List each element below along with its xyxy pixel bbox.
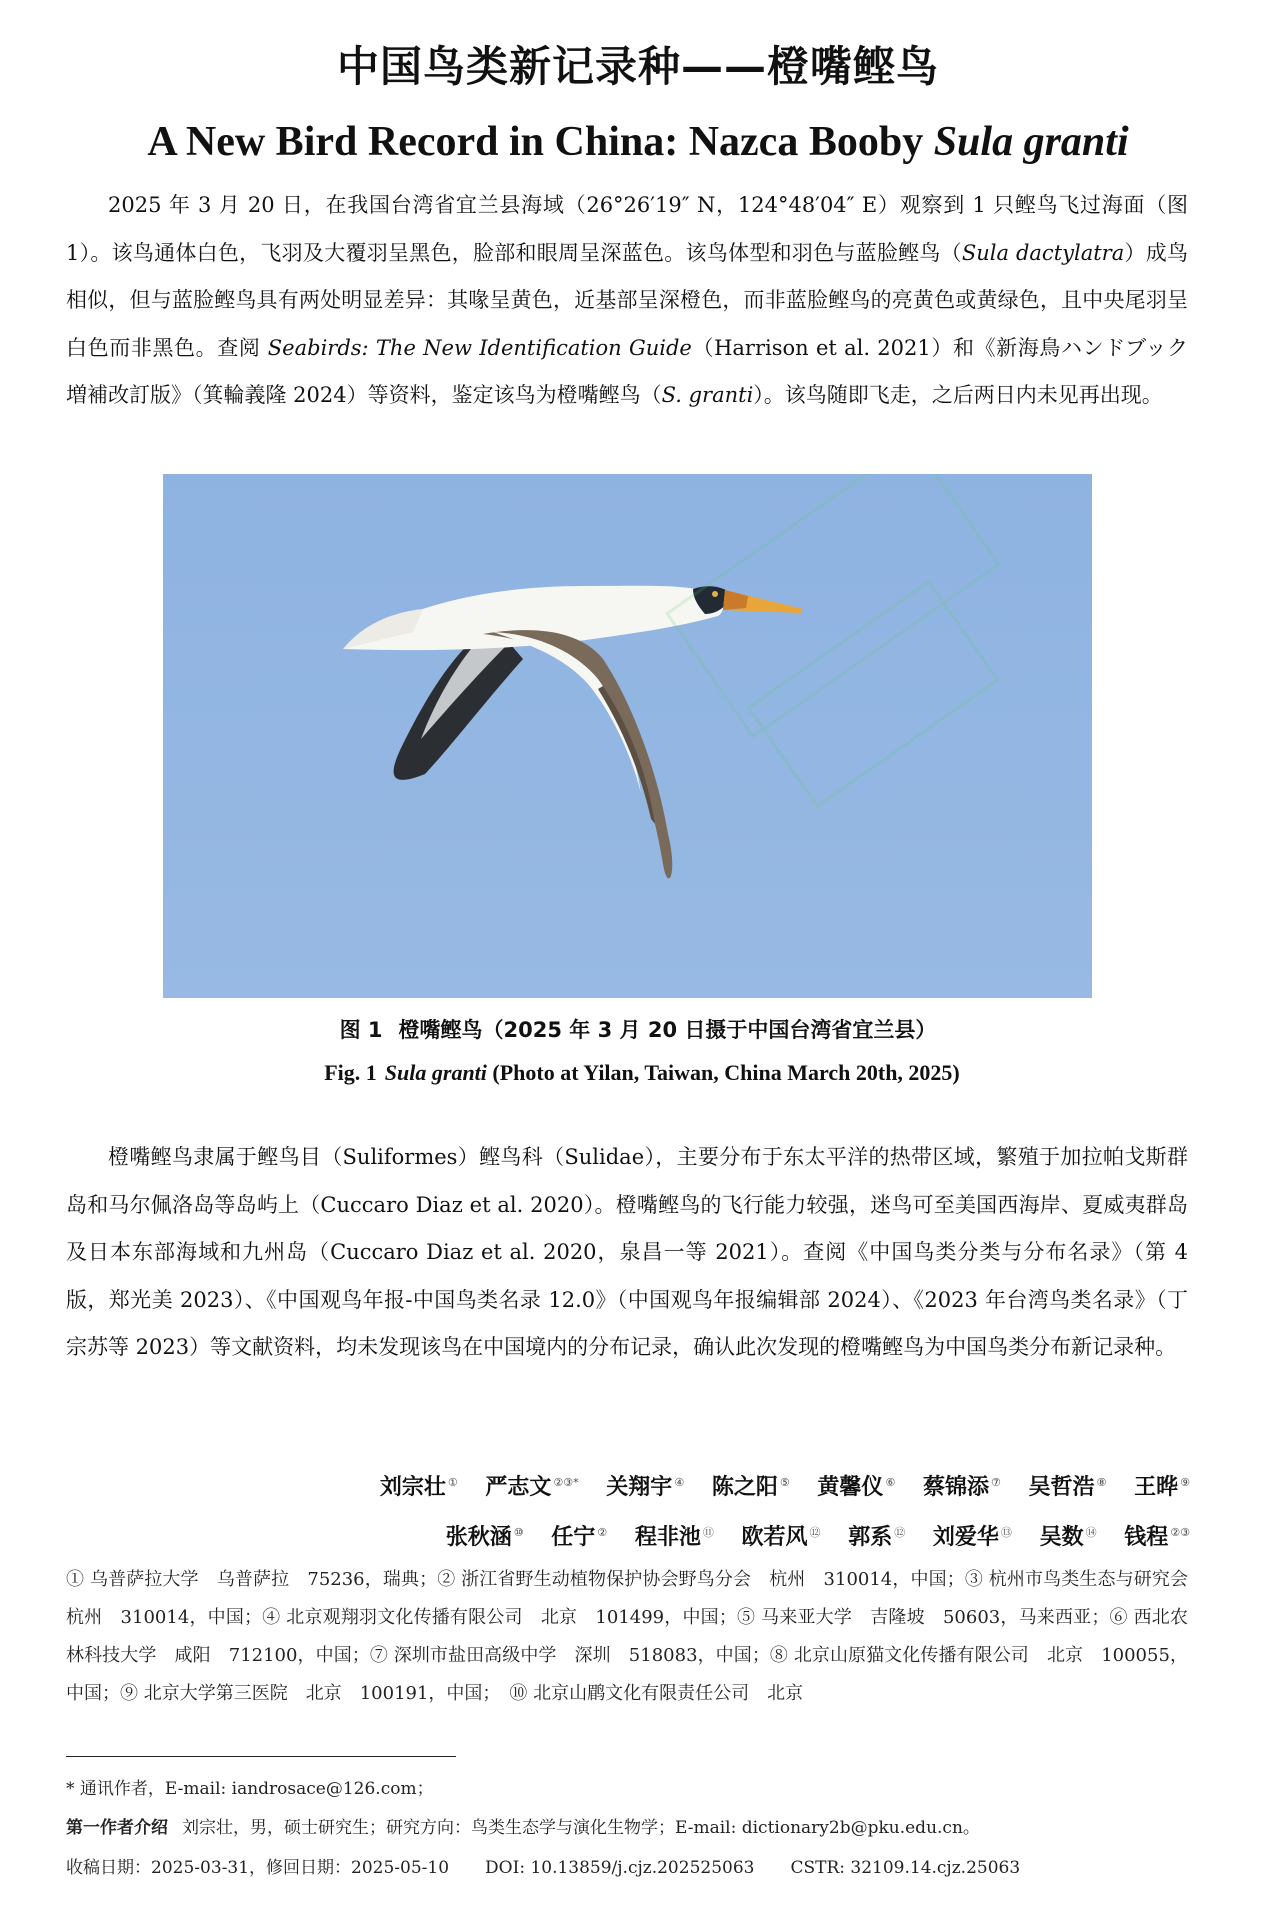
author-name: 吴数	[1039, 1525, 1084, 1550]
author-name: 刘爱华	[932, 1525, 999, 1550]
author-affiliation: ⑬	[1000, 1525, 1012, 1539]
caption-cn-label: 图 1	[339, 1018, 383, 1042]
author	[1029, 1475, 1107, 1500]
author-list-line2	[426, 1520, 1190, 1551]
author	[817, 1475, 895, 1500]
author-list-line1	[360, 1470, 1190, 1501]
author-affiliation: ⑭	[1085, 1525, 1097, 1539]
author-name: 刘宗壮	[379, 1475, 446, 1500]
author	[1124, 1525, 1190, 1550]
figure-photo	[163, 474, 1092, 998]
author-name: 关翔宇	[606, 1475, 673, 1500]
doi: DOI: 10.13859/j.cjz.202525063	[485, 1858, 755, 1878]
author	[712, 1475, 790, 1500]
paragraph1-part1: 2025 年 3 月 20 日，在我国台湾省宜兰县海域（26°26′19″ N，124°48′04″ E）观察到 1 只鲣鸟飞过海面（图 1）。该鸟通体白色，飞羽及大覆羽呈黑色，脸部和眼周呈深蓝色。该鸟体型和羽色与蓝脸鲣鸟（	[66, 193, 1188, 265]
author	[848, 1525, 905, 1550]
author	[635, 1525, 714, 1550]
figure-caption-chinese	[0, 1014, 1276, 1044]
footnote-corresponding-author: * 通讯作者，E-mail: iandrosace@126.com；	[66, 1779, 434, 1799]
author-affiliation: ②	[597, 1525, 608, 1539]
species-name-granti: S. granti	[661, 383, 754, 407]
author-name: 程非池	[634, 1525, 701, 1550]
author	[1134, 1475, 1190, 1500]
author-affiliation: ⑧	[1096, 1475, 1107, 1489]
author	[606, 1475, 684, 1500]
reference-book-title: Seabirds: The New Identification Guide	[267, 335, 692, 360]
author-name: 吴哲浩	[1028, 1475, 1095, 1500]
author-name: 任宁	[551, 1525, 596, 1550]
author-affiliation: ⑨	[1180, 1475, 1190, 1489]
paragraph1-part4: ）。该鸟随即飞走，之后两日内未见再出现。	[753, 383, 1163, 407]
author-name: 欧若风	[741, 1525, 808, 1550]
author-affiliation: ⑤	[779, 1475, 790, 1489]
author	[485, 1475, 578, 1500]
author-name: 黄馨仪	[817, 1475, 884, 1500]
author-affiliation: ⑥	[885, 1475, 896, 1489]
paragraph-distribution	[66, 1134, 1188, 1372]
paragraph1-part3: （Harrison et al. 2021）和《新海鳥ハンドブック増補改訂版》（箕輪義隆 2024）等资料，鉴定该鸟为橙嘴鲣鸟（	[66, 335, 1188, 407]
footnote-dates-doi	[66, 1853, 1020, 1878]
author-affiliation: ②③	[1170, 1525, 1190, 1539]
caption-en-text: (Photo at Yilan, Taiwan, China March 20th, 2025)	[486, 1060, 960, 1085]
paragraph1-part2: ）成鸟相似，但与蓝脸鲣鸟具有两处明显差异：其喙呈黄色，近基部呈深橙色，而非蓝脸鲣鸟的亮黄色或黄绿色，且中央尾羽呈白色而非黑色。查阅	[66, 240, 1189, 360]
author-affiliation: ①	[447, 1475, 458, 1489]
author-name: 张秋涵	[445, 1525, 512, 1550]
cstr: CSTR: 32109.14.cjz.25063	[790, 1858, 1021, 1878]
author	[1040, 1525, 1097, 1550]
title-english-prefix: A New Bird Record in China: Nazca Booby	[147, 119, 934, 165]
author-affiliation: ②③*	[553, 1475, 579, 1489]
author-name: 王晔	[1134, 1475, 1179, 1500]
author	[446, 1525, 524, 1550]
author-name: 严志文	[485, 1475, 552, 1500]
title-english-species: Sula granti	[933, 119, 1129, 165]
author-name: 蔡锦添	[922, 1475, 989, 1500]
author-name: 钱程	[1124, 1525, 1169, 1550]
caption-cn-text: 橙嘴鲣鸟（2025 年 3 月 20 日摄于中国台湾省宜兰县）	[398, 1018, 937, 1042]
author-affiliation: ⑩	[513, 1525, 524, 1539]
author-affiliation: ⑫	[894, 1525, 906, 1539]
author	[551, 1525, 607, 1550]
footnote-divider	[66, 1756, 456, 1757]
figure-caption-english	[0, 1060, 1276, 1086]
author-name: 郭系	[848, 1525, 893, 1550]
title-chinese: 中国鸟类新记录种——橙嘴鲣鸟	[336, 42, 939, 91]
caption-en-label: Fig. 1	[324, 1060, 377, 1085]
first-author-info: 刘宗壮，男，硕士研究生；研究方向：鸟类生态学与演化生物学；E-mail: dictionary2b@pku.edu.cn。	[182, 1818, 980, 1838]
title-english	[0, 118, 1276, 166]
booby-photo-illustration	[163, 474, 1092, 998]
bird-eye	[712, 591, 718, 597]
affiliations: ① 乌普萨拉大学 乌普萨拉 75236，瑞典；② 浙江省野生动植物保护协会野鸟分会 杭州 310014，中国；③ 杭州市鸟类生态与研究会 杭州 310014，中国；④ 北京观翔羽文化传播有限公司 北京 101499，中国；⑤ 马来亚大学 吉隆坡 50603，马来西亚；⑥ 西北农林科技大学 咸阳 712100，中国；⑦ 深圳市盐田高级中学 深圳 518083，中国；⑧ 北京山原猫文化传播有限公司 北京 100055，中国；⑨ 北京大学第三医院 北京 100191，中国； ⑩ 北京山鹛文化有限责任公司 北京	[66, 1569, 1206, 1704]
received-dates: 收稿日期：2025-03-31，修回日期：2025-05-10	[66, 1858, 450, 1878]
first-author-label: 第一作者介绍	[66, 1818, 168, 1838]
paragraph2-text: 橙嘴鲣鸟隶属于鲣鸟目（Suliformes）鲣鸟科（Sulidae），主要分布于东太平洋的热带区域，繁殖于加拉帕戈斯群岛和马尔佩洛岛等岛屿上（Cuccaro Diaz et al. 2020）。橙嘴鲣鸟的飞行能力较强，迷鸟可至美国西海岸、夏威夷群岛及日本东部海域和九州岛（Cuccaro Diaz et al. 2020，泉昌一等 2021）。查阅《中国鸟类分类与分布名录》（第 4 版，郑光美 2023）、《中国观鸟年报-中国鸟类名录 12.0》（中国观鸟年报编辑部 2024）、《2023 年台湾鸟类名录》（丁宗苏等 2023）等文献资料，均未发现该鸟在中国境内的分布记录，确认此次发现的橙嘴鲣鸟为中国鸟类分布新记录种。	[66, 1145, 1188, 1359]
species-name-dactylatra: Sula dactylatra	[961, 240, 1125, 265]
author	[923, 1475, 1001, 1500]
author-affiliation: ④	[674, 1475, 685, 1489]
author-affiliation: ⑦	[991, 1475, 1001, 1489]
author	[742, 1525, 821, 1550]
author-affiliation: ⑫	[809, 1525, 821, 1539]
caption-en-species: Sula granti	[384, 1060, 487, 1085]
footnote-first-author	[66, 1813, 980, 1838]
author-affiliation: ⑪	[702, 1525, 714, 1539]
author	[380, 1475, 458, 1500]
paragraph-observation	[66, 182, 1188, 420]
author-name: 陈之阳	[711, 1475, 778, 1500]
author	[933, 1525, 1012, 1550]
